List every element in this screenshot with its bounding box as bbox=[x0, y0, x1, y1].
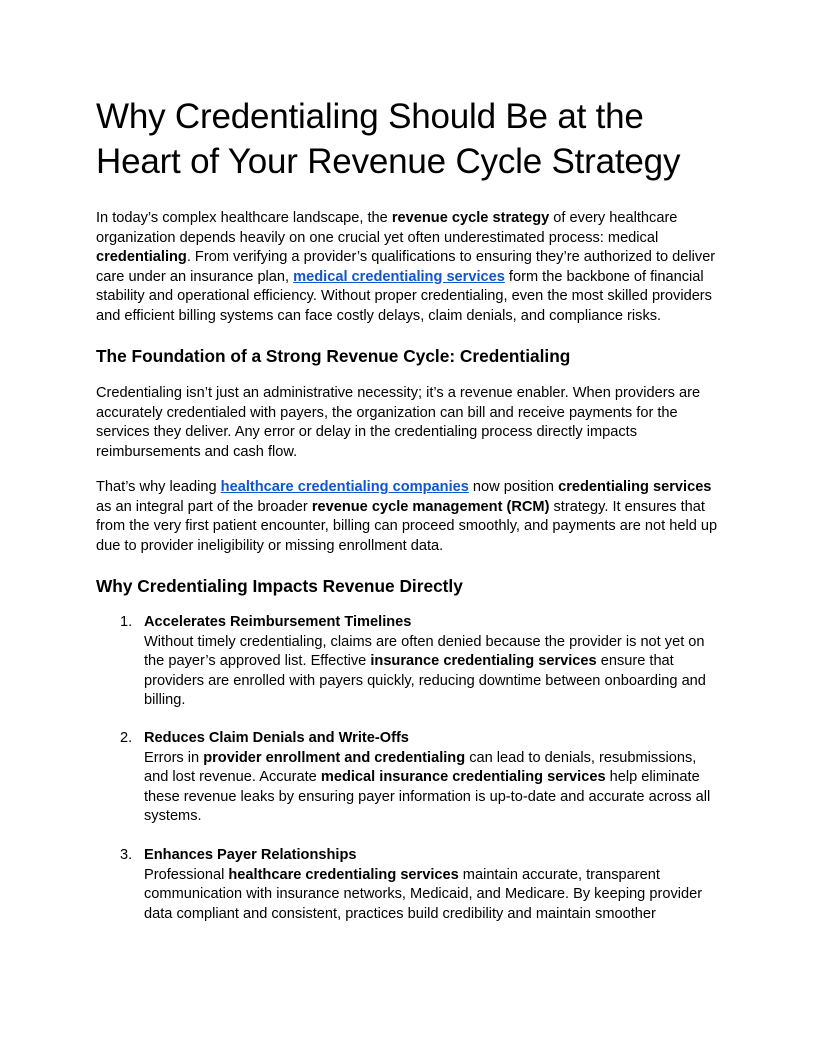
intro-text-2: of every healthcare organization depends heavily on one crucial yet often underestimated process: medical bbox=[96, 210, 678, 246]
list-item-text-3: help eliminate these revenue leaks by ensuring payer information is up-to-date and accurate across all systems. bbox=[144, 769, 711, 824]
s1p2-bold-1: credentialing services bbox=[558, 479, 712, 495]
list-item-number: 1. bbox=[120, 614, 133, 630]
intro-text-3: . From verifying a provider’s qualifications to ensuring they’re authorized to deliver care under an insurance plan, bbox=[96, 249, 716, 285]
list-item-text-2: maintain accurate, transparent communication with insurance networks, Medicaid, and Medicare. By keeping provider data compliant and consistent, practices build credibility and maintain smoother bbox=[144, 866, 703, 922]
s1p2-text-2: now position bbox=[468, 479, 559, 495]
section1-paragraph-2 bbox=[96, 478, 724, 556]
s1p2-bold-2: revenue cycle management (RCM) bbox=[311, 498, 550, 515]
list-item-text-1: Errors in bbox=[144, 749, 204, 766]
list-item-bold-2: medical insurance credentialing services bbox=[320, 769, 606, 785]
medical-credentialing-services-link[interactable]: medical credentialing services bbox=[293, 268, 505, 285]
list-item-bold-1: provider enrollment and credentialing bbox=[203, 749, 466, 766]
document-title: Why Credentialing Should Be at the Heart of Your Revenue Cycle Strategy bbox=[96, 97, 681, 181]
intro-paragraph bbox=[96, 209, 724, 326]
list-item bbox=[120, 613, 724, 711]
list-item-text-2: can lead to denials, resubmissions, and lost revenue. Accurate bbox=[144, 749, 697, 785]
list-item-title: Accelerates Reimbursement Timelines bbox=[144, 614, 412, 630]
section1-paragraph-1: Credentialing isn’t just an administrative necessity; it’s a revenue enabler. When providers are accurately credentialed with payers, the organization can bill and receive payments for the services they deliver. Any error or delay in the credentialing process directly impacts reimbursements and cash flow. bbox=[96, 385, 701, 460]
healthcare-credentialing-companies-link[interactable]: healthcare credentialing companies bbox=[220, 479, 469, 495]
list-item-text-1: Without timely credentialing, claims are often denied because the provider is not yet on the payer’s approved list. Effective bbox=[144, 633, 705, 669]
list-item-text-1: Professional bbox=[144, 866, 229, 883]
list-item-title: Enhances Payer Relationships bbox=[144, 847, 357, 863]
section1-heading: The Foundation of a Strong Revenue Cycle: Credentialing bbox=[96, 346, 571, 366]
intro-bold-2: credentialing bbox=[96, 249, 187, 265]
intro-text-4: form the backbone of financial stability and operational efficiency. Without proper credentialing, even the most skilled providers and efficient billing systems can face costly delays, claim denials, and compliance risks. bbox=[96, 268, 712, 324]
list-item bbox=[120, 729, 724, 827]
s1p2-text-4: strategy. It ensures that from the very first patient encounter, billing can proceed smoothly, and payments are not held up due to provider ineligibility or missing enrollment data. bbox=[96, 498, 718, 554]
list-item-bold-1: insurance credentialing services bbox=[370, 653, 597, 669]
list-item-number: 3. bbox=[120, 847, 133, 863]
s1p2-text-1: That’s why leading bbox=[96, 479, 221, 495]
s1p2-text-3: as an integral part of the broader bbox=[96, 498, 312, 515]
list-item-number: 2. bbox=[120, 730, 133, 746]
list-item-text-2: ensure that providers are enrolled with payers quickly, reducing downtime between onboarding and billing. bbox=[144, 653, 706, 708]
list-item bbox=[120, 846, 724, 924]
section2-heading: Why Credentialing Impacts Revenue Directly bbox=[96, 576, 463, 596]
intro-bold-1: revenue cycle strategy bbox=[391, 210, 550, 226]
list-item-bold-1: healthcare credentialing services bbox=[228, 866, 459, 883]
intro-text-1: In today’s complex healthcare landscape, the bbox=[96, 210, 392, 226]
list-item-title: Reduces Claim Denials and Write-Offs bbox=[144, 730, 409, 746]
